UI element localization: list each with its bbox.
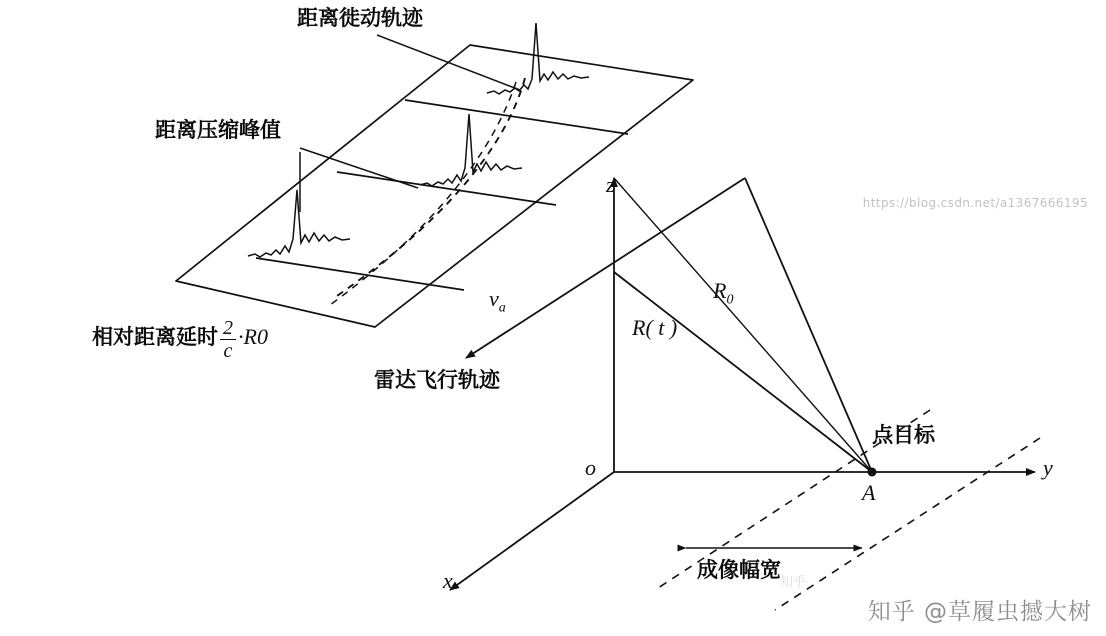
watermark-handle: 知乎 @草履虫撼大树 (867, 599, 1092, 625)
x-axis (450, 472, 614, 590)
flight-path-arrow (466, 178, 745, 358)
label-relative-range-delay-text: 相对距离延时 (92, 325, 218, 350)
label-velocity-symbol: v (489, 286, 499, 311)
label-radar-flight-path: 雷达飞行轨迹 (374, 368, 500, 392)
range-migration-curve (330, 78, 525, 305)
label-R0-tail: ·R (238, 324, 257, 350)
label-velocity-subscript: a (498, 300, 506, 316)
label-R-of-t: R( t ) (632, 315, 678, 340)
label-R0 (713, 278, 733, 308)
leader-range-migration (377, 35, 520, 90)
axis-label-y: y (1043, 455, 1053, 480)
migration-dashed-path (334, 78, 525, 298)
target-point-marker (868, 468, 877, 477)
R0-line (745, 178, 872, 472)
swath-far-edge (775, 438, 1040, 610)
pulse-trace-bottom (248, 190, 350, 257)
fraction-denominator: c (220, 339, 236, 363)
label-range-compression-peak: 距离压缩峰值 (155, 118, 281, 142)
label-R0-sub: 0 (726, 292, 734, 308)
range-doppler-plane (176, 45, 693, 327)
watermark-url: https://blog.csdn.net/a1367666195 (862, 196, 1088, 210)
axis-label-origin: o (585, 455, 596, 480)
axis-label-z: z (606, 172, 615, 197)
pulse-trace-middle (420, 114, 522, 186)
label-point-target: 点目标 (872, 423, 935, 447)
radar-flight-path-line (466, 178, 745, 358)
axis-label-x: x (443, 568, 453, 593)
plane-range-line-3 (256, 258, 464, 290)
label-range-migration: 距离徙动轨迹 (297, 6, 423, 30)
Rt-line (614, 272, 872, 472)
coordinate-axes (450, 178, 1035, 590)
label-velocity (489, 286, 506, 316)
label-R0-symbol: R (713, 278, 727, 303)
fraction-two-over-c (220, 318, 236, 363)
label-imaging-swath: 成像幅宽 (697, 558, 781, 582)
plane-range-line-2 (337, 172, 556, 205)
watermark-faint: 知乎 (779, 575, 806, 590)
migration-dashed-path-2 (330, 82, 516, 305)
fraction-numerator: 2 (223, 317, 233, 339)
label-target-A: A (862, 480, 876, 505)
leader-lines (300, 35, 520, 212)
plane-range-line-1 (405, 100, 628, 134)
label-relative-range-delay (92, 318, 268, 363)
label-R0-subscript: 0 (256, 324, 268, 350)
